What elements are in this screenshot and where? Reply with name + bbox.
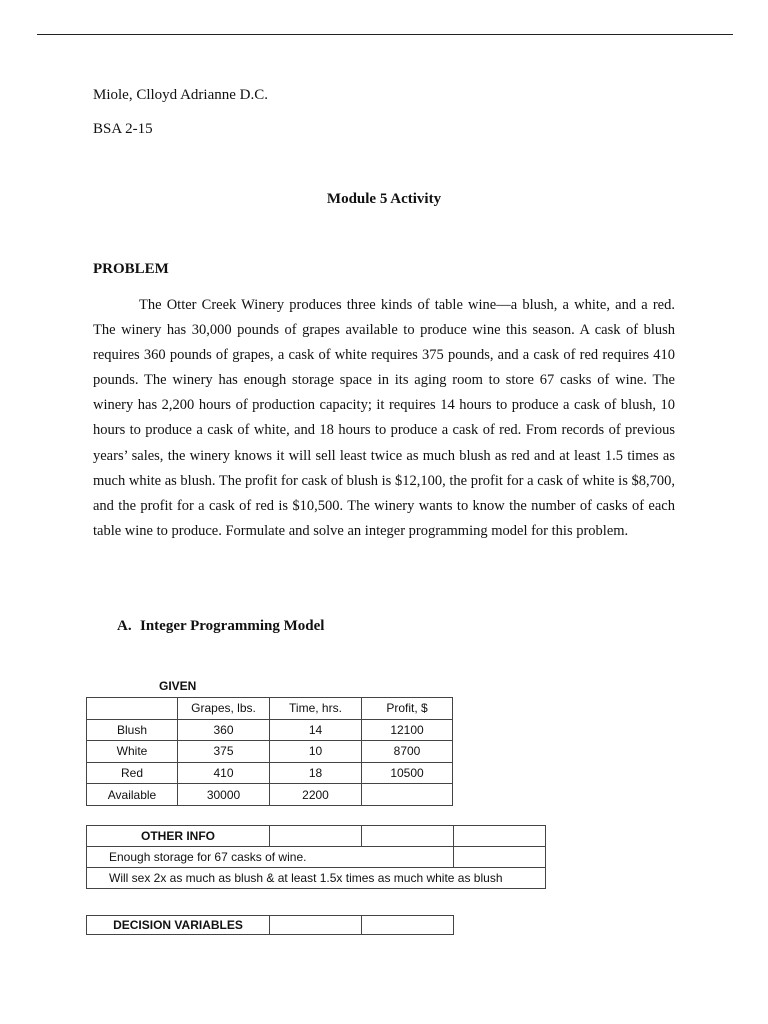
- other-info-sales-row: [87, 868, 546, 889]
- table-cell: [270, 916, 362, 935]
- table-cell: 12100: [362, 719, 453, 741]
- given-header-row: [87, 698, 453, 720]
- decision-variables-label: DECISION VARIABLES: [87, 916, 270, 935]
- table-cell: 2200: [270, 784, 362, 806]
- table-cell: Red: [87, 762, 178, 784]
- table-cell: [454, 847, 546, 868]
- table-cell: [362, 916, 454, 935]
- given-header-cell: Profit, $: [362, 698, 453, 720]
- other-info-storage: Enough storage for 67 casks of wine.: [87, 847, 454, 868]
- table-cell: 14: [270, 719, 362, 741]
- other-info-storage-row: [87, 847, 546, 868]
- table-cell: [362, 826, 454, 847]
- given-row-blush: [87, 719, 453, 741]
- table-cell: 30000: [178, 784, 270, 806]
- section-a-heading: [117, 618, 324, 635]
- table-cell: 18: [270, 762, 362, 784]
- table-cell: 375: [178, 741, 270, 763]
- other-info-label: OTHER INFO: [87, 826, 270, 847]
- header-rule: [37, 34, 733, 35]
- other-info-table: [86, 825, 546, 889]
- given-header-cell: [87, 698, 178, 720]
- student-name: Miole, Clloyd Adrianne D.C.: [93, 87, 268, 103]
- table-cell: 10: [270, 741, 362, 763]
- given-row-available: [87, 784, 453, 806]
- table-cell: Available: [87, 784, 178, 806]
- given-row-red: [87, 762, 453, 784]
- document-title: Module 5 Activity: [326, 191, 442, 207]
- table-cell: [362, 784, 453, 806]
- table-cell: 8700: [362, 741, 453, 763]
- decision-variables-table: [86, 915, 454, 935]
- problem-heading: PROBLEM: [93, 261, 169, 277]
- problem-body: The Otter Creek Winery produces three kinds of table wine—a blush, a white, and a red. The winery has 30,000 pounds of grapes available to produce wine this season. A cask of blush requires 360 pounds of grapes, a cask of white requires 375 pounds, and a cask of red requires 410 pounds. The winery has enough storage space in its aging room to store 67 casks of wine. The winery has 2,200 hours of production capacity; it requires 14 hours to produce a cask of blush, 10 hours to produce a cask of white, and 18 hours to produce a cask of red. From records of previous years’ sales, the winery knows it will sell least twice as much blush as red and at least 1.5 times as much white as blush. The profit for cask of blush is $12,100, the profit for a cask of white is $8,700, and the profit for a cask of red is $10,500. The winery wants to know the number of casks of each table wine to produce. Formulate and solve an integer programming model for this problem.: [93, 297, 675, 539]
- table-cell: [270, 826, 362, 847]
- given-header-cell: Grapes, lbs.: [178, 698, 270, 720]
- table-cell: [454, 826, 546, 847]
- table-cell: 10500: [362, 762, 453, 784]
- section-a-letter: A.: [117, 618, 132, 634]
- decision-variables-row: [87, 916, 454, 935]
- section-a-title: Integer Programming Model: [140, 618, 325, 634]
- table-cell: 360: [178, 719, 270, 741]
- other-info-sales: Will sex 2x as much as blush & at least 1.5x times as much white as blush: [87, 868, 546, 889]
- student-section: BSA 2-15: [93, 121, 153, 137]
- given-table: [86, 697, 453, 806]
- given-header-cell: Time, hrs.: [270, 698, 362, 720]
- given-label: GIVEN: [159, 679, 197, 693]
- table-cell: Blush: [87, 719, 178, 741]
- other-info-header-row: [87, 826, 546, 847]
- table-cell: 410: [178, 762, 270, 784]
- given-row-white: [87, 741, 453, 763]
- table-cell: White: [87, 741, 178, 763]
